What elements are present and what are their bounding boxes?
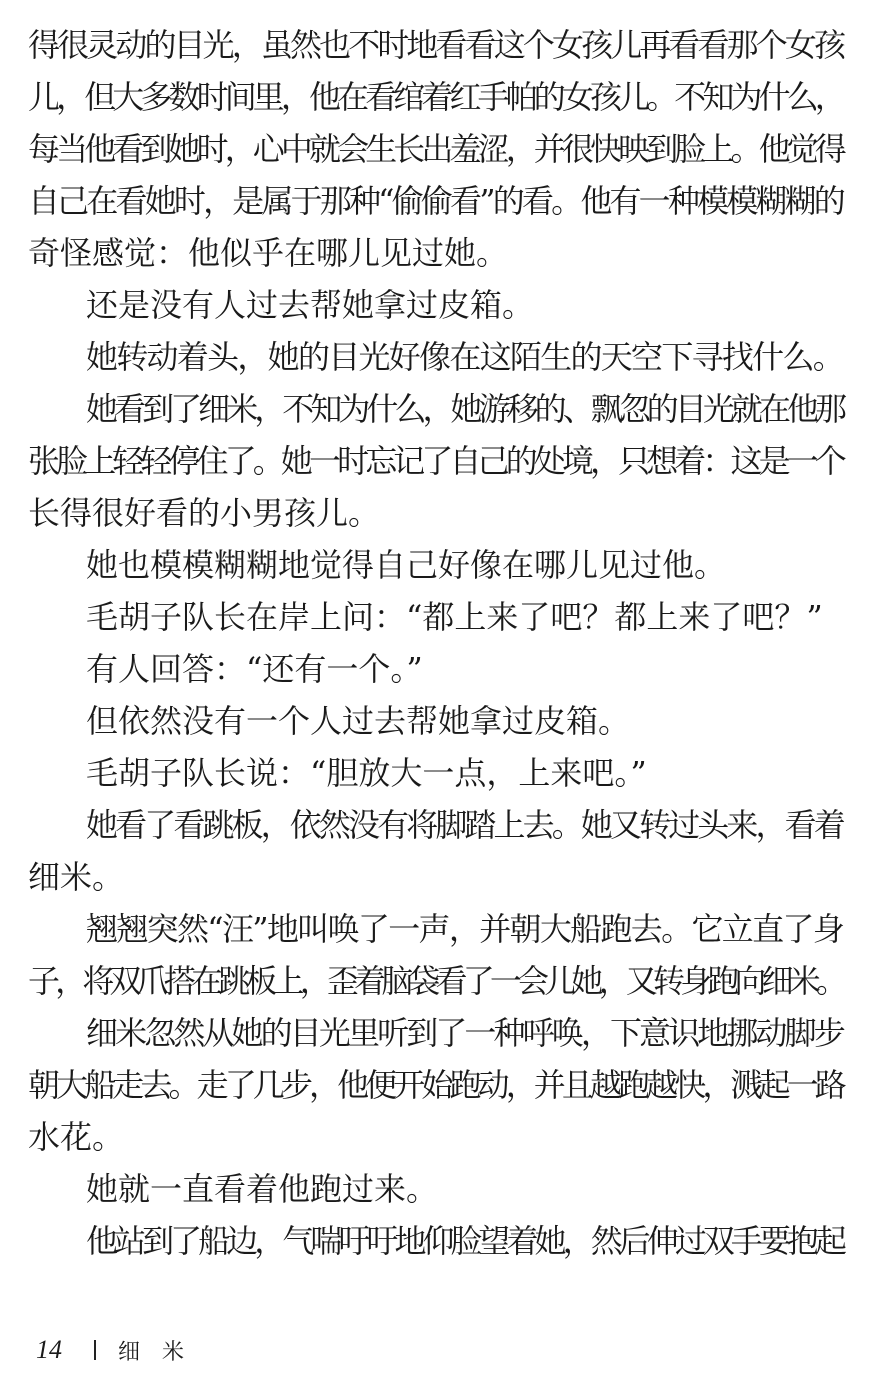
text-line-row (28, 227, 843, 279)
paragraph (28, 747, 843, 799)
text-line-row (28, 851, 843, 903)
text-line-row (28, 19, 843, 71)
text-line-row (28, 71, 843, 123)
text-line-row (28, 955, 843, 1007)
paragraph (28, 695, 843, 747)
paragraph (28, 279, 843, 331)
text-line: 长得很好看的小男孩儿。 (28, 494, 381, 532)
paragraph (28, 1163, 843, 1215)
text-line: 细米忽然从她的目光里听到了一种呼唤，下意识地挪动脚步 (86, 1014, 843, 1052)
paragraph (28, 799, 843, 903)
text-line: 她也模模糊糊地觉得自己好像在哪儿见过他。 (86, 546, 727, 584)
paragraph (28, 1215, 843, 1267)
text-line: 她转动着头，她的目光好像在这陌生的天空下寻找什么。 (86, 338, 844, 376)
paragraph (28, 383, 843, 539)
text-line: 毛胡子队长说：“胆放大一点，上来吧。” (86, 754, 647, 792)
text-line-row (28, 1111, 843, 1163)
text-line: 得很灵动的目光，虽然也不时地看看这个女孩儿再看看那个女孩 (28, 26, 844, 64)
text-line: 翘翘突然“汪”地叫唤了一声，并朝大船跑去。它立直了身 (86, 910, 844, 948)
paragraph (28, 539, 843, 591)
text-line-row (28, 1007, 843, 1059)
text-line: 自己在看她时，是属于那种“偷偷看”的看。他有一种模模糊糊的 (28, 182, 843, 220)
text-line-row (28, 383, 843, 435)
page-number: 14 (36, 1335, 62, 1364)
text-line-row (28, 1059, 843, 1111)
body-text (28, 19, 843, 1267)
paragraph (28, 331, 843, 383)
text-line-row (28, 331, 843, 383)
text-line-row (28, 279, 843, 331)
text-line-row (28, 123, 843, 175)
text-line: 奇怪感觉：他似乎在哪儿见过她。 (28, 234, 509, 272)
text-line: 有人回答：“还有一个。” (86, 650, 423, 688)
paragraph (28, 591, 843, 643)
text-line: 但依然没有一个人过去帮她拿过皮箱。 (86, 702, 631, 740)
text-line: 细米。 (28, 858, 125, 896)
text-line-row (28, 487, 843, 539)
paragraph (28, 643, 843, 695)
text-line-row (28, 799, 843, 851)
text-line: 水花。 (28, 1118, 125, 1156)
text-line: 朝大船走去。走了几步，他便开始跑动，并且越跑越快，溅起一路 (28, 1066, 843, 1104)
book-title: 细米 (118, 1339, 207, 1365)
paragraph (28, 903, 843, 1007)
text-line: 她看到了细米，不知为什么，她游移的、飘忽的目光就在他那 (86, 390, 844, 428)
footer-divider (94, 1340, 96, 1360)
text-line: 张脸上轻轻停住了。她一时忘记了自己的处境，只想着：这是一个 (28, 442, 843, 480)
text-line-row (28, 747, 843, 799)
paragraph (28, 1007, 843, 1163)
text-line: 每当他看到她时，心中就会生长出羞涩，并很快映到脸上。他觉得 (28, 130, 843, 168)
text-line: 她就一直看着他跑过来。 (86, 1170, 439, 1208)
text-line: 子，将双爪搭在跳板上，歪着脑袋看了一会儿她，又转身跑向细米。 (28, 962, 844, 1000)
paragraph (28, 19, 843, 279)
page-footer (36, 1330, 206, 1370)
text-line: 他站到了船边，气喘吁吁地仰脸望着她，然后伸过双手要抱起 (86, 1222, 844, 1260)
text-line-row (28, 435, 843, 487)
text-line-row (28, 1163, 843, 1215)
text-line-row (28, 903, 843, 955)
text-line-row (28, 591, 843, 643)
text-line: 她看了看跳板，依然没有将脚踏上去。她又转过头来，看着 (86, 806, 843, 844)
text-line-row (28, 539, 843, 591)
text-line: 还是没有人过去帮她拿过皮箱。 (86, 286, 535, 324)
text-line-row (28, 175, 843, 227)
text-line: 儿，但大多数时间里，他在看绾着红手帕的女孩儿。不知为什么， (28, 78, 843, 116)
text-line-row (28, 695, 843, 747)
text-line-row (28, 1215, 843, 1267)
text-line-row (28, 643, 843, 695)
text-line: 毛胡子队长在岸上问：“都上来了吧？都上来了吧？” (86, 598, 823, 636)
